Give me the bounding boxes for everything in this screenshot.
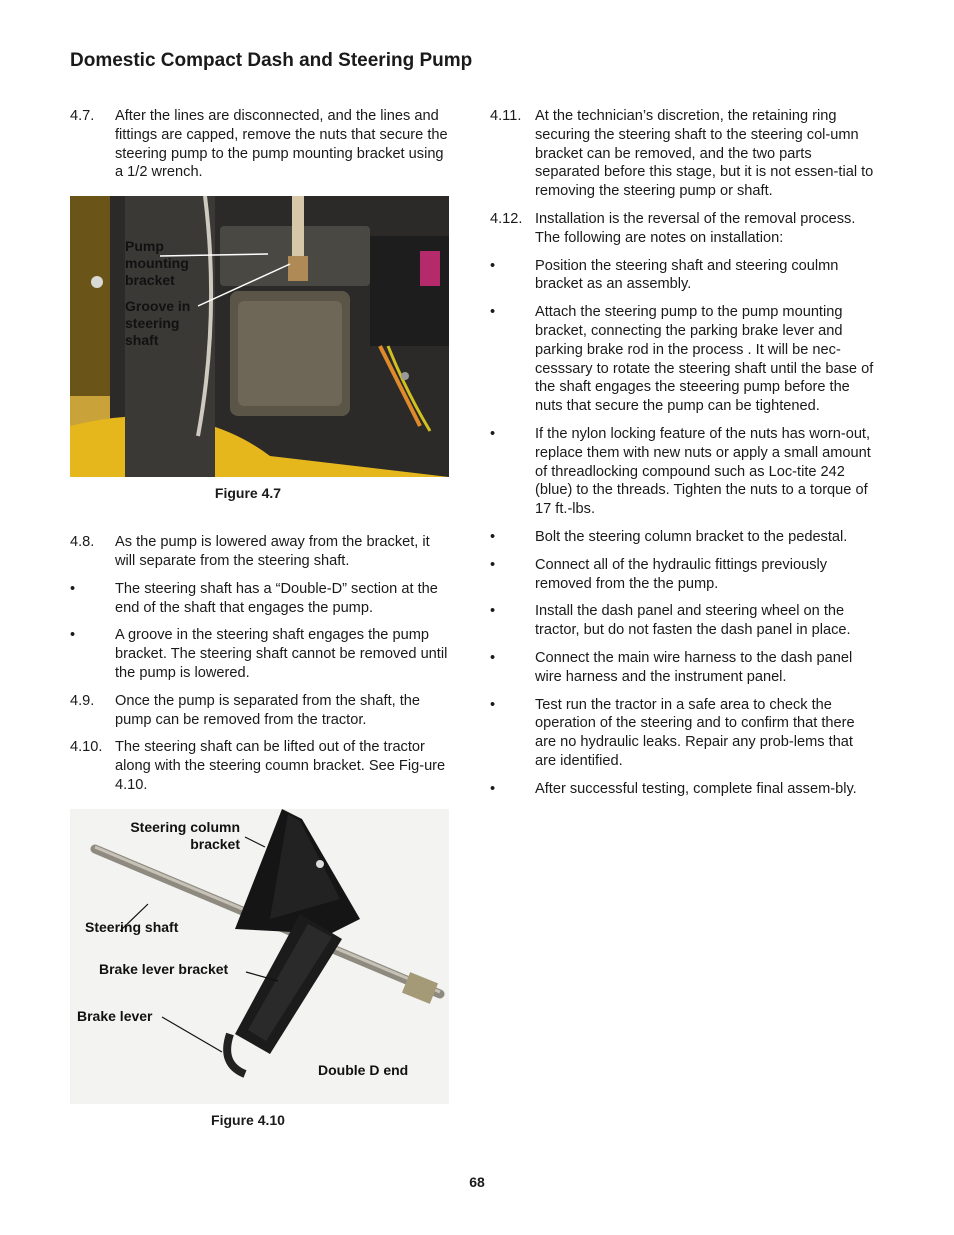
bullet-item — [490, 556, 874, 594]
step-4-7 — [70, 107, 450, 182]
bullet-item — [490, 649, 874, 687]
bullet-text: Connect all of the hydraulic fittings previously removed from the the pump. — [535, 556, 828, 592]
bullet-text: Attach the steering pump to the pump mounting bracket, connecting the parking brake lever and parking brake rod in the process . It will be nec-cesssary to rotate the steering shaft until the base of the shaft engages the steeering pump before the nuts that secure the pump can be tightened. — [535, 304, 874, 415]
step-number: 4.9. — [70, 692, 95, 709]
bullet-marker: • — [490, 649, 496, 666]
bullet-item — [490, 425, 874, 519]
step-4-8 — [70, 533, 450, 571]
step-text: At the technician’s discretion, the retaining ring securing the steering shaft to the steering col-umn bracket can be removed, and the two parts separated before this stage, but it is not essen-tial to removing the steering pump or shaft. — [535, 108, 874, 200]
figure-4-7-caption: Figure 4.7 — [214, 485, 282, 502]
label-pump-mounting-bracket: Pump mounting bracket — [125, 238, 189, 289]
label-steering-column-bracket: Steering column bracket — [130, 818, 240, 852]
bullet-marker: • — [490, 304, 496, 321]
figure-4-10-caption: Figure 4.10 — [211, 1111, 285, 1128]
right-column — [490, 107, 874, 808]
bullet-text: If the nylon locking feature of the nuts has worn-out, replace them with new nuts or apply a small amount of threadlocking compound such as Loc-tite 242 (blue) to the threads. Tighten the nuts to a torque of 17 ft.-lbs. — [535, 425, 871, 518]
bullet-marker: • — [490, 556, 496, 573]
step-text: Installation is the reversal of the removal process. The following are notes on installation: — [535, 210, 856, 246]
bullet-marker: • — [490, 780, 496, 797]
bullet-text: Install the dash panel and steering wheel on the tractor, but do not fasten the dash panel in place. — [535, 603, 851, 639]
step-text: After the lines are disconnected, and the lines and fittings are capped, remove the nuts that secure the steering pump to the pump mounting bracket using a 1/2 wrench. — [115, 108, 448, 181]
page-number: 68 — [469, 1174, 485, 1190]
step-number: 4.11. — [490, 108, 522, 124]
bullet-item — [70, 626, 450, 682]
page-title: Domestic Compact Dash and Steering Pump — [70, 50, 473, 71]
steering-shaft-illustration — [70, 809, 449, 1104]
bullet-marker: • — [490, 696, 496, 713]
bullet-marker: • — [70, 627, 76, 644]
bullet-item — [70, 580, 450, 618]
figure-4-10-photo — [70, 809, 449, 1104]
label-brake-lever-bracket: Brake lever bracket — [99, 960, 229, 977]
left-column — [70, 107, 450, 1142]
bullet-marker: • — [490, 528, 496, 545]
step-4-9 — [70, 692, 450, 730]
bullet-item — [490, 780, 874, 799]
label-steering-shaft: Steering shaft — [85, 918, 179, 935]
bullet-item — [490, 602, 874, 640]
bullet-marker: • — [490, 425, 496, 442]
step-text: As the pump is lowered away from the bracket, it will separate from the steering shaft. — [115, 534, 430, 569]
bullet-item — [490, 696, 874, 771]
step-4-12 — [490, 210, 874, 248]
bullet-item — [490, 257, 874, 295]
step-number: 4.12. — [490, 210, 523, 227]
bullet-text: A groove in the steering shaft engages the pump bracket. The steering shaft cannot be removed until the pump is lowered. — [115, 627, 448, 681]
step-4-11 — [490, 107, 874, 201]
bullet-item — [490, 528, 874, 547]
bullet-marker: • — [70, 580, 76, 597]
figure-4-7-photo — [70, 196, 449, 477]
label-brake-lever: Brake lever — [77, 1007, 153, 1024]
step-number: 4.7. — [70, 108, 95, 124]
step-text: Once the pump is separated from the shaft, the pump can be removed from the tractor. — [115, 692, 421, 728]
bullet-item — [490, 303, 874, 416]
step-number: 4.8. — [70, 534, 95, 551]
bullet-text: Test run the tractor in a safe area to check the operation of the steering and to confirm that there are no hydraulic leaks. Repair any prob-lems that are identified. — [535, 696, 855, 769]
bullet-text: Bolt the steering column bracket to the pedestal. — [535, 528, 848, 545]
bullet-marker: • — [490, 603, 496, 620]
label-groove-in-steering-shaft: Groove in steering shaft — [125, 298, 191, 349]
bullet-text: After successful testing, complete final assem-bly. — [535, 780, 857, 797]
step-4-10 — [70, 738, 450, 794]
bullet-text: The steering shaft has a “Double-D” section at the end of the shaft that engages the pump. — [115, 580, 438, 616]
step-text: The steering shaft can be lifted out of the tractor along with the steering coumn bracket. See Fig-ure 4.10. — [115, 739, 446, 793]
bullet-marker: • — [490, 257, 496, 274]
step-number: 4.10. — [70, 739, 103, 756]
bullet-text: Connect the main wire harness to the dash panel wire harness and the instrument panel. — [535, 649, 853, 685]
label-double-d-end: Double D end — [318, 1061, 409, 1078]
bullet-text: Position the steering shaft and steering coulmn bracket as an assembly. — [535, 257, 839, 293]
